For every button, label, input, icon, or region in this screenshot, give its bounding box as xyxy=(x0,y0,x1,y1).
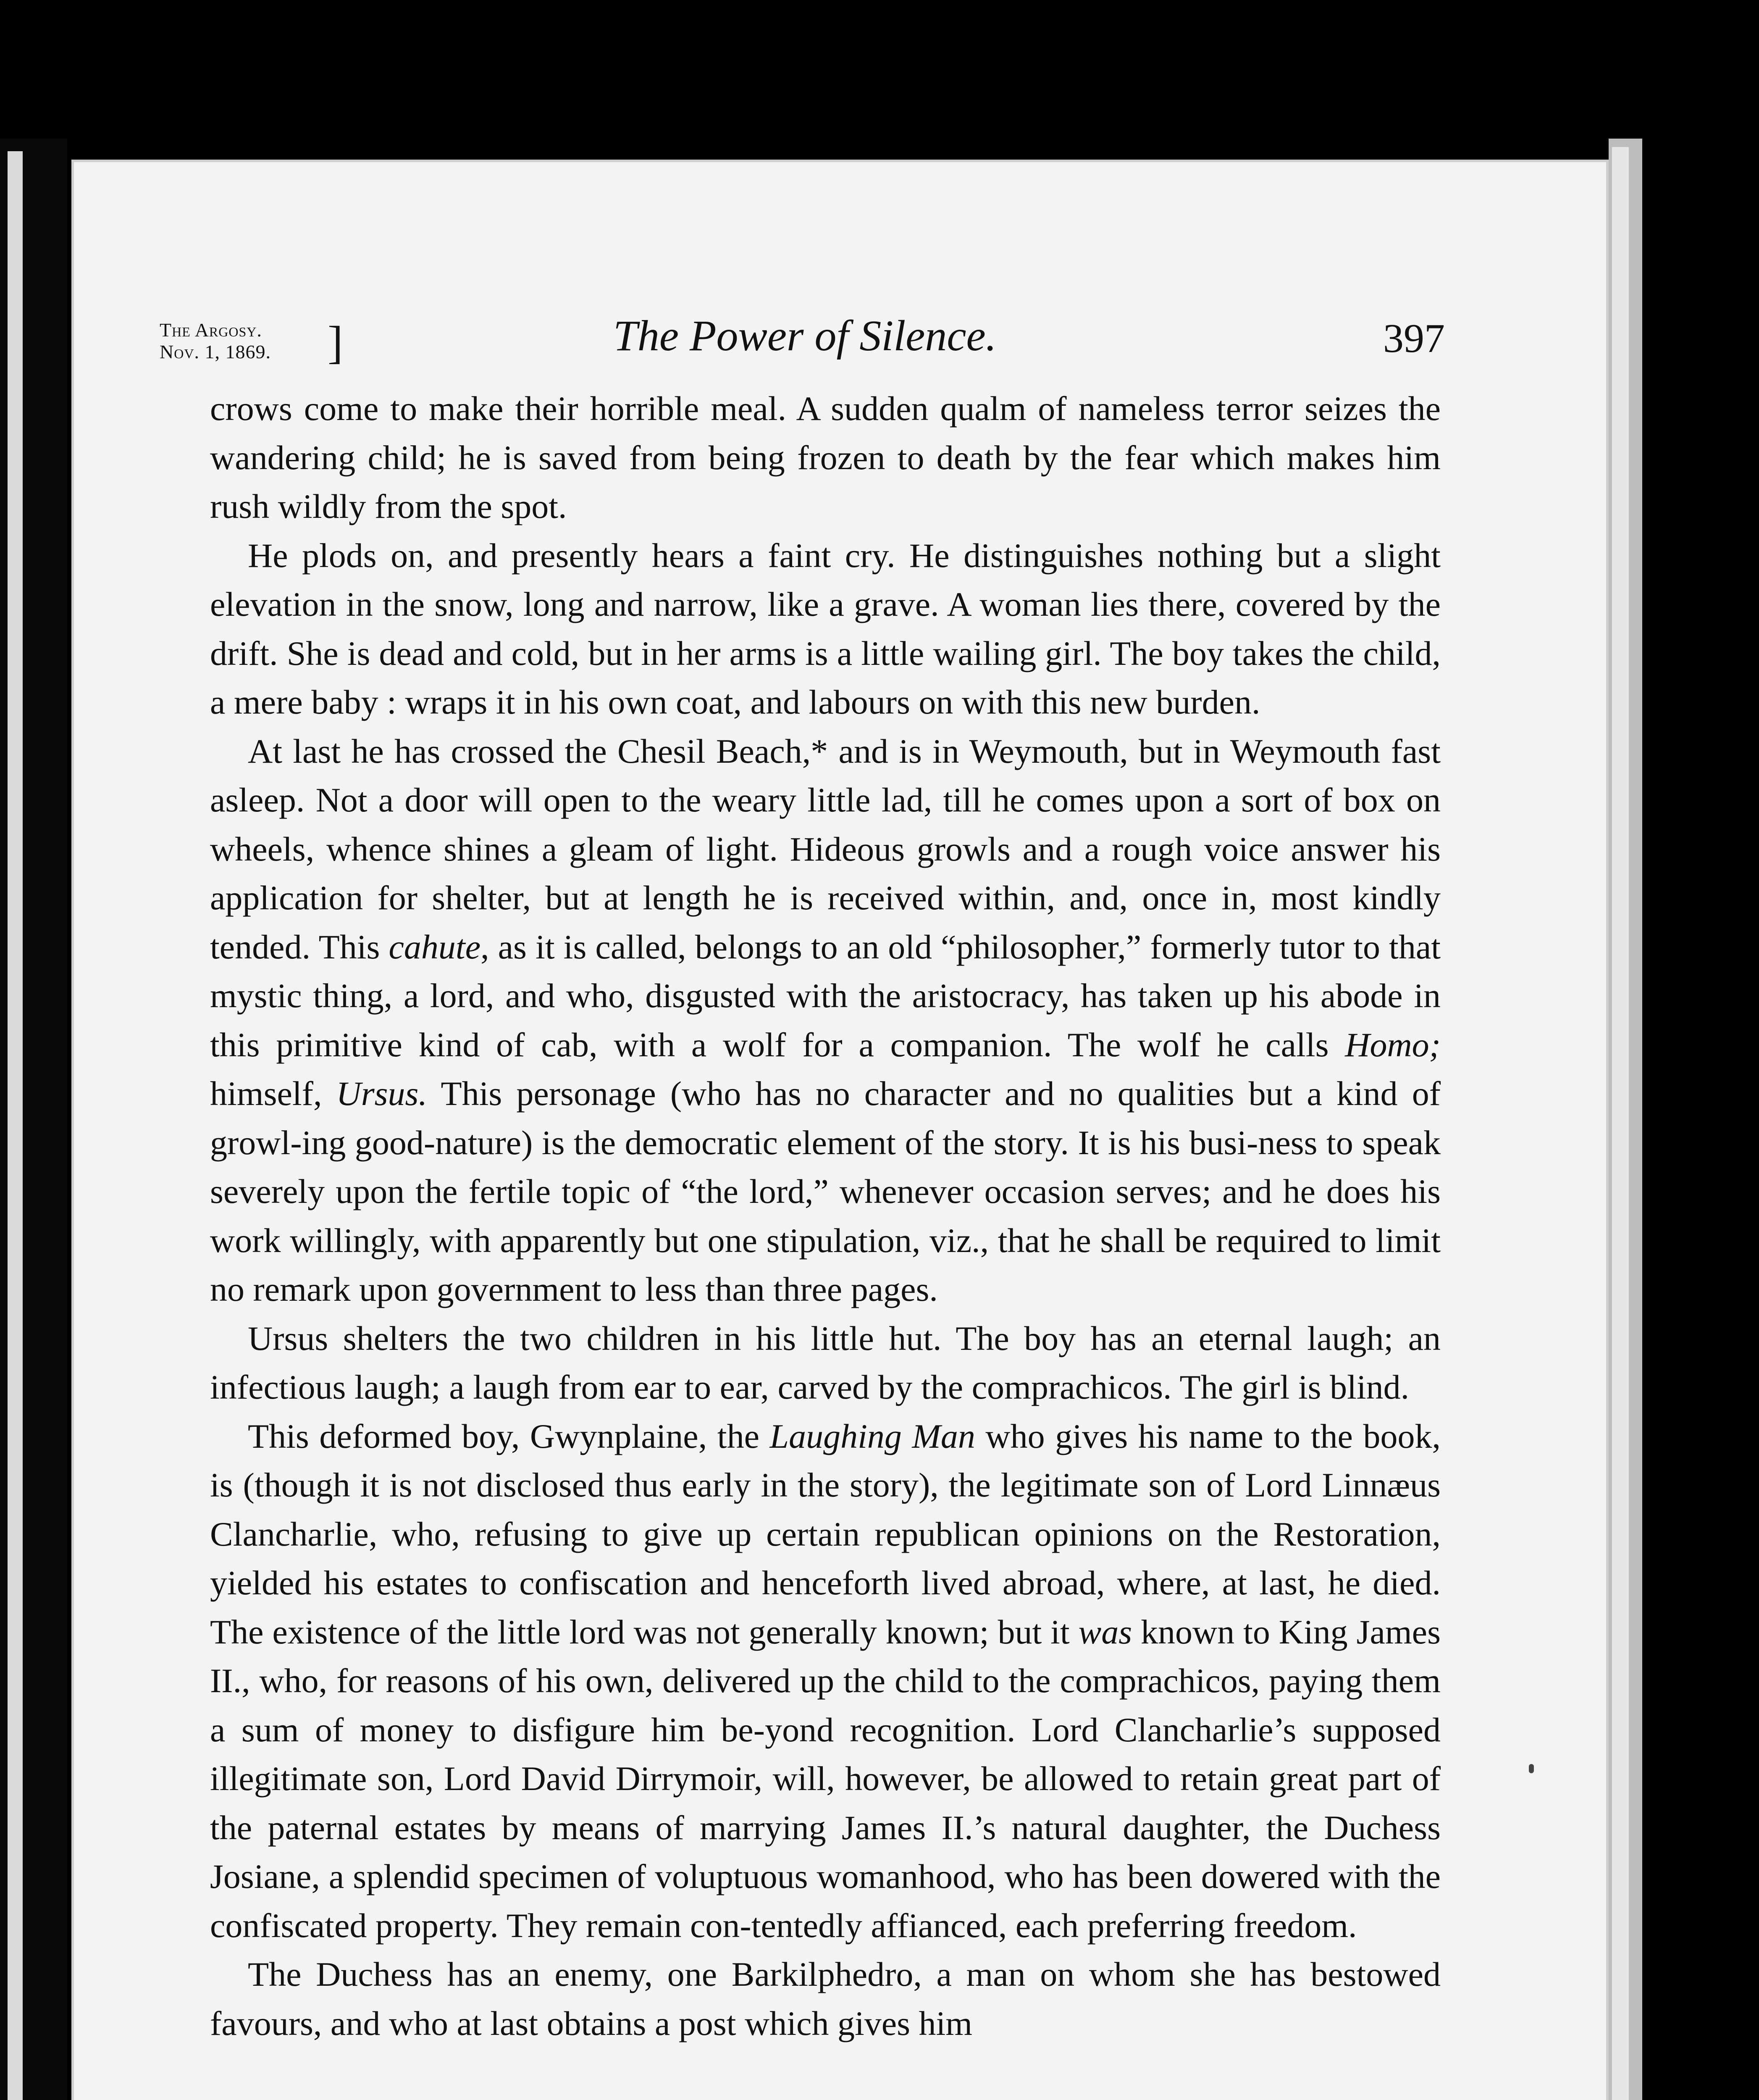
text-run: who gives his name to the book, is (though it is not disclosed thus early in the story), the legitimate son of Lord Linnæus Clancharlie, who, refusing to give up certain republican opinions on the Restoration, yielded his estates to confiscation and henceforth lived abroad, where, at last, he died. The existence of the little lord was not generally known; but it xyxy=(210,1417,1441,1651)
page-number: 397 xyxy=(1383,316,1445,361)
paragraph xyxy=(210,727,1441,1314)
text-run: , as it is called, belongs to an old “philosopher,” formerly tutor to that mystic thing, a lord, and who, disgusted with the aristocracy, has taken up his abode in this primitive kind of cab, with a wolf for a companion. The wolf he calls xyxy=(210,927,1441,1064)
italic-text: Laughing Man xyxy=(769,1417,975,1455)
paragraph xyxy=(210,1412,1441,1950)
text-run: This deformed boy, Gwynplaine, the xyxy=(248,1417,770,1455)
italic-text: Homo; xyxy=(1345,1025,1441,1064)
paragraph xyxy=(210,384,1441,531)
binding-strip xyxy=(8,151,23,2100)
text-run: The Duchess has an enemy, one Barkilphedro, a man on whom she has bestowed favours, and who at last obtains a post which gives him xyxy=(210,1955,1441,2042)
text-run: crows come to make their horrible meal. A sudden qualm of nameless terror seizes the wandering child; he is saved from being frozen to death by the fear which makes him rush wildly from the spot. xyxy=(210,389,1441,525)
text-run: At last he has crossed the Chesil Beach,* and is in Weymouth, but in Weymouth fast asleep. Not a door will open to the weary little lad, till he comes upon a sort of box on wheels, whence shines a gleam of light. Hideous growls and a rough voice answer his application for shelter, but at length he is received within, and, once in, most kindly tended. This xyxy=(210,732,1441,966)
italic-text: was xyxy=(1078,1612,1132,1651)
scan-speck xyxy=(1529,1764,1534,1773)
journal-date: Nov. 1, 1869. xyxy=(160,341,271,362)
running-title: The Power of Silence. xyxy=(613,312,997,360)
running-header xyxy=(160,311,1445,370)
journal-name: The Argosy. xyxy=(160,319,262,341)
text-run: known to King James II., who, for reasons of his own, delivered up the child to the comprachicos, paying them a sum of money to disfigure him be-yond recognition. Lord Clancharlie’s supposed illegitimate son, Lord David Dirrymoir, will, however, be allowed to retain great part of the paternal estates by means of marrying James II.’s natural daughter, the Duchess Josiane, a splendid specimen of voluptuous womanhood, who has been dowered with the confiscated property. They remain con-tentedly affianced, each preferring freedom. xyxy=(210,1612,1441,1945)
citation-bracket: ] xyxy=(328,317,344,368)
paragraph xyxy=(210,1950,1441,2048)
body-text xyxy=(210,384,1441,2048)
journal-citation xyxy=(160,317,344,368)
text-run: himself, xyxy=(210,1074,336,1113)
paragraph xyxy=(210,1314,1441,1412)
text-run: This personage (who has no character and no qualities but a kind of growl-ing good-nature) is the democratic element of the story. It is his busi-ness to speak severely upon the fertile topic of “the lord,” whenever occasion serves; and he does his work willingly, with apparently but one stipulation, viz., that he shall be required to limit no remark upon government to less than three pages. xyxy=(210,1074,1441,1308)
text-run: He plods on, and presently hears a faint cry. He distinguishes nothing but a slight elevation in the snow, long and narrow, like a grave. A woman lies there, covered by the drift. She is dead and cold, but in her arms is a little wailing girl. The boy takes the child, a mere baby : wraps it in his own coat, and labours on with this new burden. xyxy=(210,536,1441,721)
text-run: Ursus shelters the two children in his little hut. The boy has an eternal laugh; an infectious laugh; a laugh from ear to ear, carved by the comprachicos. The girl is blind. xyxy=(210,1319,1441,1406)
italic-text: cahute xyxy=(389,927,481,966)
paragraph xyxy=(210,531,1441,727)
page-edge-inner xyxy=(1612,147,1629,2100)
italic-text: Ursus. xyxy=(336,1074,427,1113)
